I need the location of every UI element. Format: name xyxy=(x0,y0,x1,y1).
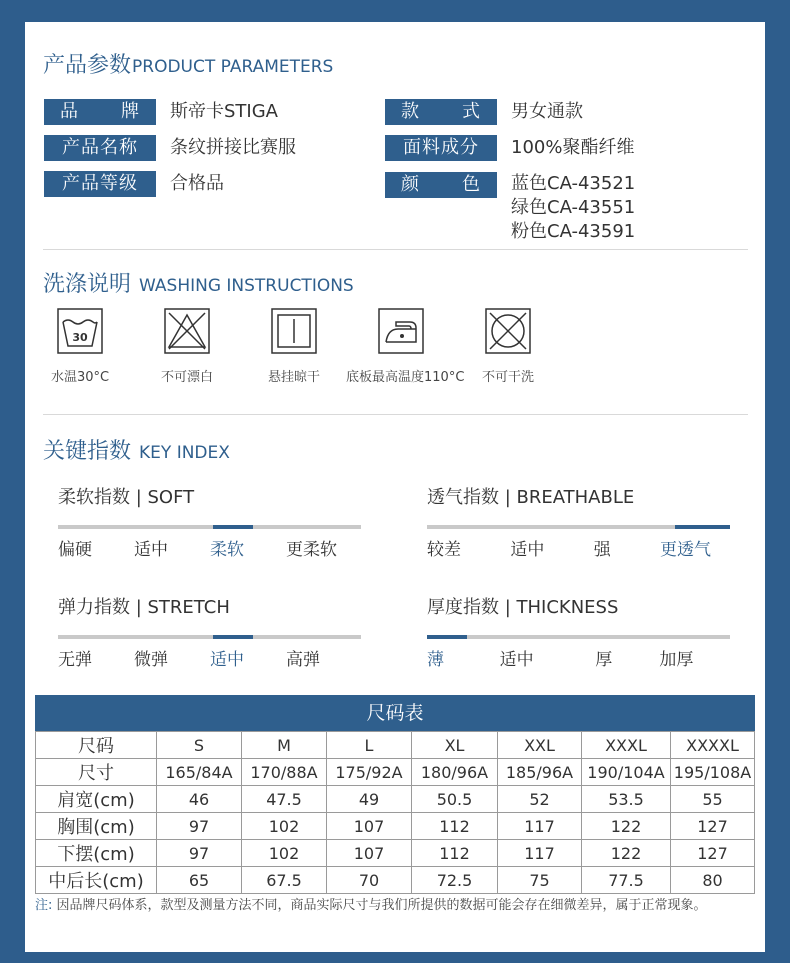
param-style xyxy=(385,99,583,125)
table-cell: M xyxy=(242,732,327,759)
table-cell: XXL xyxy=(498,732,582,759)
table-cell: XXXXL xyxy=(671,732,755,759)
scale-active-segment xyxy=(213,525,253,529)
table-cell: 97 xyxy=(157,840,242,867)
scale-labels xyxy=(427,535,732,560)
product-info-card xyxy=(25,22,765,952)
table-cell: 46 xyxy=(157,786,242,813)
table-cell: 65 xyxy=(157,867,242,894)
key-stretch xyxy=(58,593,363,670)
scale-level-active: 薄 xyxy=(427,650,444,670)
table-row xyxy=(36,867,755,894)
color-option: 蓝色CA-43521 xyxy=(511,173,636,194)
param-product-name-value: 条纹拼接比赛服 xyxy=(170,137,296,158)
table-cell: 53.5 xyxy=(582,786,671,813)
param-grade xyxy=(44,171,224,197)
key-title: 弹力指数 | STRETCH xyxy=(58,597,230,618)
param-style-label xyxy=(385,99,497,125)
params-title-en: PRODUCT PARAMETERS xyxy=(132,57,334,77)
wash-30-icon xyxy=(57,308,103,354)
scale-level-active: 适中 xyxy=(210,650,244,670)
params-title-cn: 产品参数 xyxy=(43,53,132,78)
scale-level: 更柔软 xyxy=(286,540,337,560)
scale-level: 适中 xyxy=(510,540,545,560)
table-cell: 70 xyxy=(327,867,412,894)
key-title: 厚度指数 | THICKNESS xyxy=(427,597,619,618)
scale-level: 较差 xyxy=(427,540,461,560)
param-product-name xyxy=(44,135,296,161)
size-note xyxy=(35,897,755,915)
table-cell: 165/84A xyxy=(157,759,242,786)
wash-item-hang-dry xyxy=(239,308,349,385)
param-color-label-char-1: 颜 xyxy=(401,174,420,195)
table-row xyxy=(36,786,755,813)
size-table-title: 尺码表 xyxy=(35,695,755,731)
key-thickness xyxy=(427,593,732,670)
scale-level-active: 柔软 xyxy=(210,540,244,560)
row-header-cell: 胸围(cm) xyxy=(36,813,157,840)
scale-active-segment xyxy=(675,525,730,529)
scale-level: 适中 xyxy=(134,540,168,560)
param-brand-label-char-2: 牌 xyxy=(121,101,140,122)
param-style-value: 男女通款 xyxy=(511,101,583,122)
key-index-title-cn: 关键指数 xyxy=(43,439,132,464)
row-header-cell: 肩宽(cm) xyxy=(36,786,157,813)
param-color-label xyxy=(385,172,497,198)
table-cell: 195/108A xyxy=(671,759,755,786)
table-cell: 55 xyxy=(671,786,755,813)
param-grade-label: 产品等级 xyxy=(44,171,156,197)
scale-bar xyxy=(427,525,730,529)
param-style-label-char-1: 款 xyxy=(401,101,420,122)
table-cell: XL xyxy=(412,732,498,759)
table-cell: 185/96A xyxy=(498,759,582,786)
scale-level: 强 xyxy=(593,540,611,560)
wash-temp-text: 30 xyxy=(72,331,88,344)
note-text: 因品牌尺码体系，款型及测量方法不同，商品实际尺寸与我们所提供的数据可能会存在细微差异，属于正常现象。 xyxy=(56,898,707,913)
param-color-values xyxy=(511,172,635,244)
table-cell: 122 xyxy=(582,813,671,840)
scale-level: 厚 xyxy=(595,650,613,670)
hang-dry-icon xyxy=(271,308,317,354)
table-row xyxy=(36,813,755,840)
scale-level: 偏硬 xyxy=(58,540,92,560)
row-header-cell: 中后长(cm) xyxy=(36,867,157,894)
table-row xyxy=(36,840,755,867)
table-row xyxy=(36,732,755,759)
table-cell: 107 xyxy=(327,813,412,840)
table-cell: 117 xyxy=(498,813,582,840)
scale-active-segment xyxy=(427,635,467,639)
scale-bar xyxy=(427,635,730,639)
param-style-label-char-2: 式 xyxy=(462,101,481,122)
table-cell: 102 xyxy=(242,813,327,840)
key-title: 柔软指数 | SOFT xyxy=(58,487,195,508)
washing-title-en: WASHING INSTRUCTIONS xyxy=(139,276,354,296)
key-soft xyxy=(58,483,363,560)
row-header-cell: 尺寸 xyxy=(36,759,157,786)
row-header-cell: 尺码 xyxy=(36,732,157,759)
param-brand-label xyxy=(44,99,156,125)
table-cell: 102 xyxy=(242,840,327,867)
table-cell: 50.5 xyxy=(412,786,498,813)
wash-label: 不可干洗 xyxy=(481,370,534,385)
scale-level: 加厚 xyxy=(659,650,694,670)
scale-labels xyxy=(58,645,363,670)
color-option: 绿色CA-43551 xyxy=(511,197,636,218)
size-table xyxy=(35,731,755,894)
row-header-cell: 下摆(cm) xyxy=(36,840,157,867)
table-cell: 67.5 xyxy=(242,867,327,894)
note-mark: 注: xyxy=(35,898,53,913)
param-product-name-label: 产品名称 xyxy=(44,135,156,161)
key-breathable xyxy=(427,483,732,560)
wash-item-iron xyxy=(346,308,465,385)
param-fabric-value: 100%聚酯纤维 xyxy=(511,137,635,158)
params-section-title xyxy=(43,48,333,79)
table-cell: 80 xyxy=(671,867,755,894)
scale-level: 无弹 xyxy=(58,650,92,670)
scale-bar xyxy=(58,635,361,639)
param-grade-value: 合格品 xyxy=(170,173,224,194)
color-option: 粉色CA-43591 xyxy=(511,221,636,242)
table-cell: 107 xyxy=(327,840,412,867)
wash-label: 水温30°C xyxy=(50,370,110,385)
table-cell: 122 xyxy=(582,840,671,867)
scale-active-segment xyxy=(213,635,253,639)
param-brand xyxy=(44,99,278,125)
table-cell: 52 xyxy=(498,786,582,813)
table-cell: 112 xyxy=(412,840,498,867)
no-dry-clean-icon xyxy=(485,308,531,354)
param-color-label-char-2: 色 xyxy=(462,174,481,195)
table-cell: 180/96A xyxy=(412,759,498,786)
table-cell: 127 xyxy=(671,840,755,867)
param-color xyxy=(385,172,635,244)
table-cell: S xyxy=(157,732,242,759)
param-fabric-label: 面料成分 xyxy=(385,135,497,161)
table-cell: 77.5 xyxy=(582,867,671,894)
param-brand-label-char-1: 品 xyxy=(60,101,79,122)
scale-level: 适中 xyxy=(499,650,534,670)
scale-bar xyxy=(58,525,361,529)
wash-item-no-bleach xyxy=(132,308,242,385)
scale-level: 高弹 xyxy=(286,650,320,670)
washing-section-title xyxy=(43,267,354,298)
table-cell: 97 xyxy=(157,813,242,840)
scale-labels xyxy=(58,535,363,560)
washing-title-cn: 洗涤说明 xyxy=(43,272,132,297)
table-cell: XXXL xyxy=(582,732,671,759)
key-index-section-title xyxy=(43,434,230,465)
table-cell: 49 xyxy=(327,786,412,813)
param-fabric xyxy=(385,135,634,161)
wash-item-30 xyxy=(25,308,135,385)
scale-level-active: 更透气 xyxy=(660,540,712,560)
table-cell: L xyxy=(327,732,412,759)
param-brand-value: 斯帝卡STIGA xyxy=(170,101,278,122)
table-cell: 112 xyxy=(412,813,498,840)
wash-label: 底板最高温度110°C xyxy=(346,370,465,385)
scale-labels xyxy=(427,645,732,670)
iron-icon xyxy=(378,308,424,354)
table-cell: 175/92A xyxy=(327,759,412,786)
size-table-body xyxy=(36,732,755,894)
key-index-title-en: KEY INDEX xyxy=(139,443,230,463)
divider xyxy=(43,414,748,415)
table-cell: 75 xyxy=(498,867,582,894)
table-cell: 47.5 xyxy=(242,786,327,813)
table-cell: 170/88A xyxy=(242,759,327,786)
key-title: 透气指数 | BREATHABLE xyxy=(427,487,635,508)
table-cell: 117 xyxy=(498,840,582,867)
table-cell: 190/104A xyxy=(582,759,671,786)
table-cell: 127 xyxy=(671,813,755,840)
no-bleach-icon xyxy=(164,308,210,354)
table-row xyxy=(36,759,755,786)
table-cell: 72.5 xyxy=(412,867,498,894)
scale-level: 微弹 xyxy=(134,650,168,670)
wash-label: 悬挂晾干 xyxy=(267,370,320,385)
wash-label: 不可漂白 xyxy=(160,370,213,385)
wash-item-no-dry-clean xyxy=(453,308,563,385)
divider xyxy=(43,249,748,250)
